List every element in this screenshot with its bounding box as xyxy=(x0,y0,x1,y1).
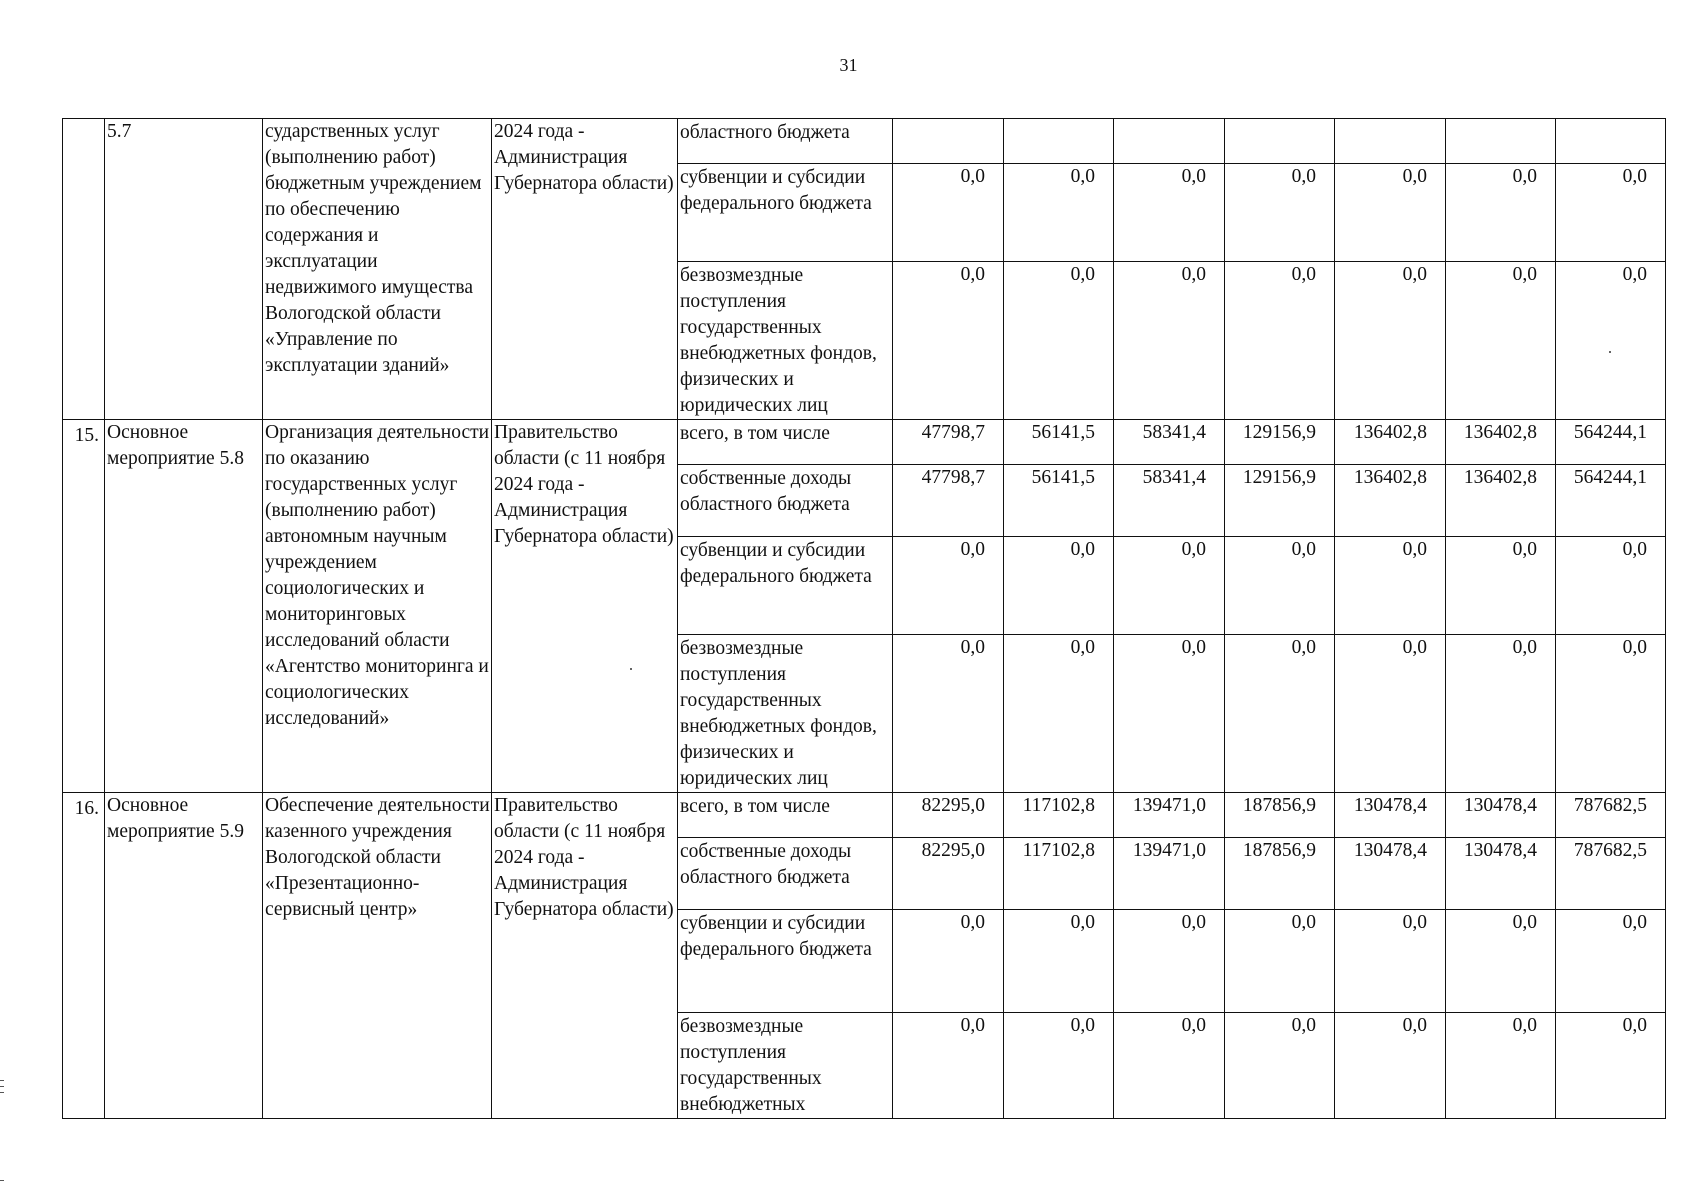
value-cell: 136402,8 xyxy=(1446,420,1556,465)
value-cell: 117102,8 xyxy=(1004,793,1114,838)
value-cell: 0,0 xyxy=(1004,262,1114,420)
value-cell: 0,0 xyxy=(893,1013,1004,1119)
value-cell: 0,0 xyxy=(893,537,1004,635)
value-cell: 0,0 xyxy=(1335,164,1446,262)
table-row xyxy=(63,793,1666,838)
value-cell: 0,0 xyxy=(893,262,1004,420)
value-cell: 136402,8 xyxy=(1335,465,1446,537)
value-cell: 0,0 xyxy=(1004,164,1114,262)
title-cell: Организация деятельности по оказанию государственных услуг (выполнению работ) автономным научным учреждением социологических и мониторинговых исследований области «Агентство мониторинга и социологических исследований» xyxy=(263,420,492,793)
scan-speck xyxy=(630,668,632,670)
value-cell: 187856,9 xyxy=(1225,793,1335,838)
value-cell: 136402,8 xyxy=(1335,420,1446,465)
event-cell: 5.7 xyxy=(105,119,263,420)
value-cell xyxy=(1446,119,1556,164)
value-cell: 82295,0 xyxy=(893,793,1004,838)
value-cell: 0,0 xyxy=(1004,1013,1114,1119)
title-cell: Обеспечение деятельности казенного учреждения Вологодской области «Презентационно-сервисный центр» xyxy=(263,793,492,1119)
value-cell: 58341,4 xyxy=(1114,465,1225,537)
value-cell xyxy=(1225,119,1335,164)
value-cell: 0,0 xyxy=(893,635,1004,793)
value-cell xyxy=(1004,119,1114,164)
row-number: 15. xyxy=(63,420,105,793)
source-label: собственные доходы областного бюджета xyxy=(678,838,893,910)
title-cell: сударственных услуг (выполнению работ) бюджетным учреждением по обеспечению содержания и эксплуатации недвижимого имущества Вологодской области «Управление по эксплуатации зданий» xyxy=(263,119,492,420)
value-cell: 0,0 xyxy=(1225,164,1335,262)
value-cell: 0,0 xyxy=(1335,1013,1446,1119)
source-label: областного бюджета xyxy=(678,119,893,164)
value-cell: 0,0 xyxy=(1114,537,1225,635)
value-cell: 787682,5 xyxy=(1556,838,1666,910)
source-label: безвозмездные поступления государственных внебюджетных фондов, физических и юридических лиц xyxy=(678,262,893,420)
value-cell: 0,0 xyxy=(1004,537,1114,635)
event-cell: Основное мероприятие 5.9 xyxy=(105,793,263,1119)
value-cell: 0,0 xyxy=(1114,1013,1225,1119)
value-cell: 82295,0 xyxy=(893,838,1004,910)
value-cell: 187856,9 xyxy=(1225,838,1335,910)
value-cell: 47798,7 xyxy=(893,465,1004,537)
value-cell: 0,0 xyxy=(1225,910,1335,1013)
event-cell: Основное мероприятие 5.8 xyxy=(105,420,263,793)
value-cell: 139471,0 xyxy=(1114,793,1225,838)
source-label: собственные доходы областного бюджета xyxy=(678,465,893,537)
value-cell: 56141,5 xyxy=(1004,420,1114,465)
value-cell: 0,0 xyxy=(1335,537,1446,635)
value-cell: 0,0 xyxy=(1225,635,1335,793)
value-cell: 0,0 xyxy=(1446,262,1556,420)
value-cell: 117102,8 xyxy=(1004,838,1114,910)
value-cell: 0,0 xyxy=(893,910,1004,1013)
value-cell: 0,0 xyxy=(1446,1013,1556,1119)
value-cell: 0,0 xyxy=(1335,635,1446,793)
value-cell: 0,0 xyxy=(1446,537,1556,635)
scan-edge-mark xyxy=(0,1092,4,1093)
row-number: 16. xyxy=(63,793,105,1119)
row-number xyxy=(63,119,105,420)
value-cell: 0,0 xyxy=(1556,635,1666,793)
value-cell: 0,0 xyxy=(1556,1013,1666,1119)
value-cell: 0,0 xyxy=(1225,1013,1335,1119)
value-cell xyxy=(1556,119,1666,164)
value-cell: 130478,4 xyxy=(1446,793,1556,838)
source-label: безвозмездные поступления государственных внебюджетных фондов, физических и юридических лиц xyxy=(678,635,893,793)
executor-cell: Правительство области (с 11 ноября 2024 года - Администрация Губернатора области) xyxy=(492,793,678,1119)
source-label: субвенции и субсидии федерального бюджета xyxy=(678,164,893,262)
value-cell: 47798,7 xyxy=(893,420,1004,465)
value-cell: 0,0 xyxy=(1225,537,1335,635)
value-cell: 0,0 xyxy=(1335,262,1446,420)
value-cell: 0,0 xyxy=(1114,635,1225,793)
value-cell xyxy=(893,119,1004,164)
table-row xyxy=(63,420,1666,465)
value-cell xyxy=(1114,119,1225,164)
value-cell xyxy=(1335,119,1446,164)
source-label: безвозмездные поступления государственных внебюджетных xyxy=(678,1013,893,1119)
source-label: субвенции и субсидии федерального бюджета xyxy=(678,537,893,635)
budget-table xyxy=(62,118,1666,1119)
value-cell: 0,0 xyxy=(1004,635,1114,793)
source-label: всего, в том числе xyxy=(678,420,893,465)
value-cell: 564244,1 xyxy=(1556,465,1666,537)
value-cell: 0,0 xyxy=(1004,910,1114,1013)
source-label: всего, в том числе xyxy=(678,793,893,838)
table-row xyxy=(63,119,1666,164)
value-cell: 0,0 xyxy=(1114,910,1225,1013)
value-cell: 0,0 xyxy=(1556,910,1666,1013)
value-cell: 56141,5 xyxy=(1004,465,1114,537)
page-number: 31 xyxy=(839,55,858,75)
value-cell: 130478,4 xyxy=(1335,838,1446,910)
scan-edge-mark xyxy=(0,1086,4,1087)
value-cell: 130478,4 xyxy=(1446,838,1556,910)
scan-edge-mark xyxy=(0,1180,4,1181)
value-cell: 0,0 xyxy=(1556,164,1666,262)
value-cell: 130478,4 xyxy=(1335,793,1446,838)
value-cell: 129156,9 xyxy=(1225,465,1335,537)
source-label: субвенции и субсидии федерального бюджета xyxy=(678,910,893,1013)
executor-cell: Правительство области (с 11 ноября 2024 года - Администрация Губернатора области) xyxy=(492,420,678,793)
value-cell: 787682,5 xyxy=(1556,793,1666,838)
value-cell: 0,0 xyxy=(1335,910,1446,1013)
value-cell: 0,0 xyxy=(1446,164,1556,262)
value-cell: 0,0 xyxy=(893,164,1004,262)
value-cell: 0,0 xyxy=(1114,164,1225,262)
scan-edge-mark xyxy=(0,1080,4,1081)
value-cell: 129156,9 xyxy=(1225,420,1335,465)
scan-speck xyxy=(1609,351,1611,353)
value-cell: 0,0 xyxy=(1446,635,1556,793)
value-cell: 58341,4 xyxy=(1114,420,1225,465)
value-cell: 564244,1 xyxy=(1556,420,1666,465)
value-cell: 0,0 xyxy=(1556,262,1666,420)
value-cell: 136402,8 xyxy=(1446,465,1556,537)
value-cell: 0,0 xyxy=(1114,262,1225,420)
executor-cell: 2024 года - Администрация Губернатора области) xyxy=(492,119,678,420)
value-cell: 0,0 xyxy=(1446,910,1556,1013)
value-cell: 139471,0 xyxy=(1114,838,1225,910)
value-cell: 0,0 xyxy=(1556,537,1666,635)
value-cell: 0,0 xyxy=(1225,262,1335,420)
